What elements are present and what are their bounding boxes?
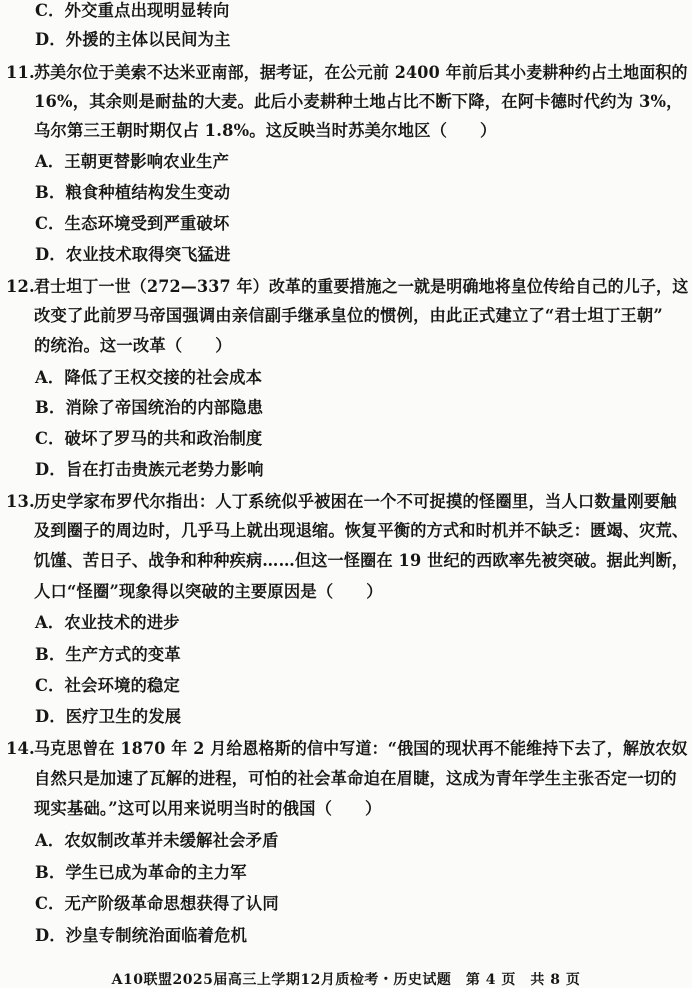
option-line: B．消除了帝国统治的内部隐患 bbox=[35, 398, 264, 417]
question-text-line: 及到圈子的周边时，几乎马上就出现退缩。恢复平衡的方式和时机并不缺乏：匮竭、灾荒、 bbox=[34, 521, 689, 540]
question-number: 11. bbox=[6, 63, 35, 82]
option-line: A．降低了王权交接的社会成本 bbox=[35, 368, 263, 387]
option-line: D．外援的主体以民间为主 bbox=[35, 30, 231, 49]
option-line: C．无产阶级革命思想获得了认同 bbox=[35, 894, 279, 913]
question-text-line: 自然只是加速了瓦解的进程，可怕的社会革命迫在眉睫，这成为青年学生主张否定一切的 bbox=[34, 769, 677, 788]
option-line: C．社会环境的稳定 bbox=[35, 676, 181, 695]
question-text-line: 改变了此前罗马帝国强调由亲信副手继承皇位的惯例，由此正式建立了“君士坦丁王朝” bbox=[34, 306, 663, 325]
option-line: D．医疗卫生的发展 bbox=[35, 707, 182, 726]
question-text-line: 现实基础。”这可以用来说明当时的俄国（ ） bbox=[34, 799, 382, 818]
option-line: B．粮食种植结构发生变动 bbox=[35, 183, 231, 202]
question-number: 12. bbox=[6, 277, 35, 296]
option-line: D．旨在打击贵族元老势力影响 bbox=[35, 460, 264, 479]
question-text-line: 历史学家布罗代尔指出：人丁系统似乎被困在一个不可捉摸的怪圈里，当人口数量刚要触 bbox=[34, 492, 677, 511]
question-number: 14. bbox=[6, 739, 35, 758]
option-line: C．生态环境受到严重破坏 bbox=[35, 214, 230, 233]
question-text-line: 君士坦丁一世（272—337 年）改革的重要措施之一就是明确地将皇位传给自己的儿子，这 bbox=[34, 277, 689, 296]
question-text-line: 苏美尔位于美索不达米亚南部，据考证，在公元前 2400 年前后其小麦耕种约占土地面积的 bbox=[34, 63, 688, 82]
option-line: C．破坏了罗马的共和政治制度 bbox=[35, 429, 263, 448]
option-line: B．学生已成为革命的主力军 bbox=[35, 863, 247, 882]
question-text-line: 人口“怪圈”现象得以突破的主要原因是（ ） bbox=[34, 582, 383, 601]
question-text-line: 马克思曾在 1870 年 2 月给恩格斯的信中写道：“俄国的现状再不能维持下去了，解放农奴 bbox=[34, 739, 688, 758]
option-line: A．农业技术的进步 bbox=[35, 613, 180, 632]
question-number: 13. bbox=[6, 492, 35, 511]
option-line: C．外交重点出现明显转向 bbox=[35, 1, 230, 20]
question-text-line: 的统治。这一改革（ ） bbox=[34, 336, 232, 355]
option-line: A．农奴制改革并未缓解社会矛盾 bbox=[35, 831, 279, 850]
option-line: D．农业技术取得突飞猛进 bbox=[35, 245, 231, 264]
question-text-line: 乌尔第三王朝时期仅占 1.8%。这反映当时苏美尔地区（ ） bbox=[34, 121, 497, 140]
option-line: B．生产方式的变革 bbox=[35, 645, 181, 664]
question-text-line: 16%，其余则是耐盐的大麦。此后小麦耕种土地占比不断下降，在阿卡德时代约为 3%， bbox=[34, 92, 683, 111]
option-line: A．王朝更替影响农业生产 bbox=[35, 152, 230, 171]
page-footer: A10联盟2025届高三上学期12月质检考・历史试题 第 4 页 共 8 页 bbox=[111, 972, 581, 988]
question-text-line: 饥馑、苦日子、战争和种种疾病……但这一怪圈在 19 世纪的西欧率先被突破。据此判断， bbox=[34, 551, 689, 570]
option-line: D．沙皇专制统治面临着危机 bbox=[35, 926, 248, 945]
